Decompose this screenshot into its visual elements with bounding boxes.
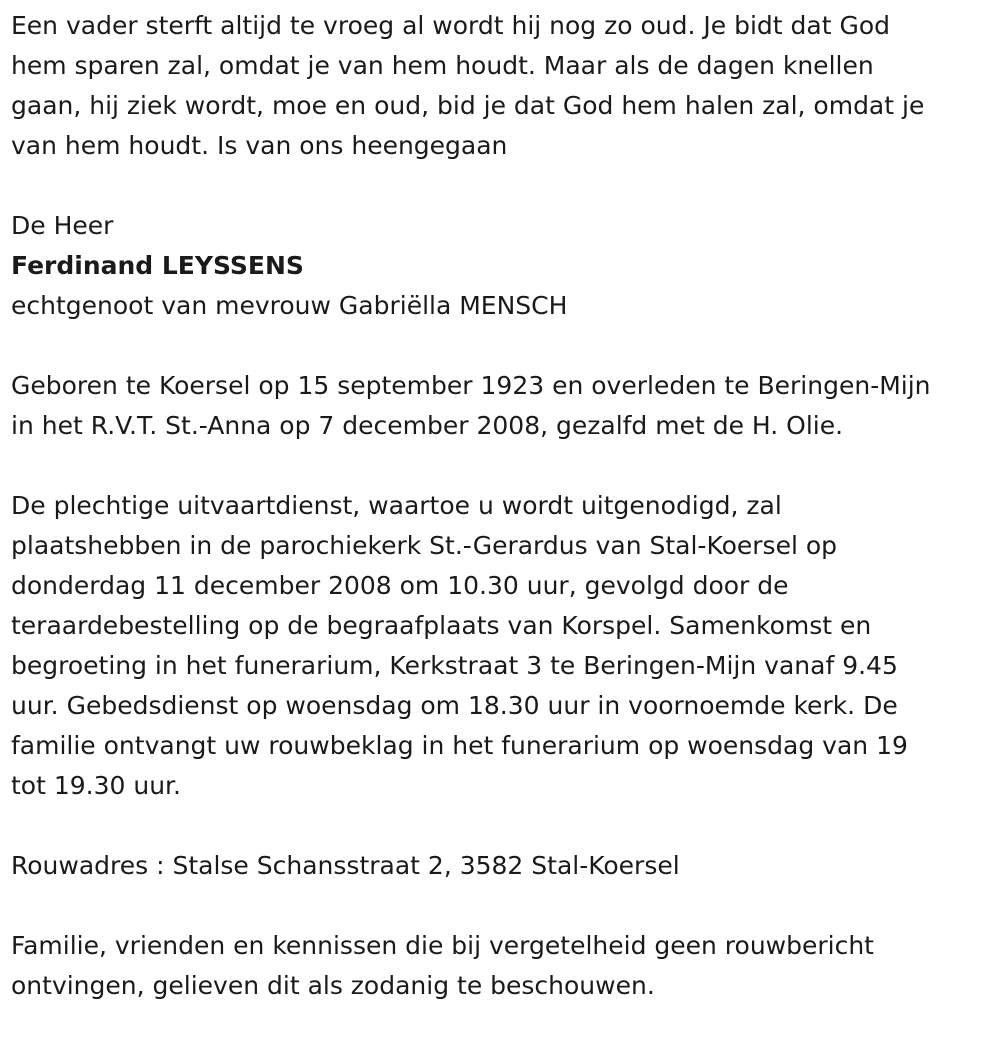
service-paragraph bbox=[11, 486, 991, 806]
poem-line: Een vader sterft altijd te vroeg al wordt hij nog zo oud. Je bidt dat God bbox=[11, 11, 891, 40]
spacer bbox=[11, 326, 991, 366]
service-line: donderdag 11 december 2008 om 10.30 uur, gevolgd door de bbox=[11, 571, 789, 600]
birth-death-line: Geboren te Koersel op 15 september 1923 en overleden te Beringen-Mijn bbox=[11, 371, 931, 400]
obituary-document bbox=[11, 6, 991, 1006]
poem-line: gaan, hij ziek wordt, moe en oud, bid je dat God hem halen zal, omdat je bbox=[11, 91, 925, 120]
honorific-title: De Heer bbox=[11, 211, 114, 240]
service-line: familie ontvangt uw rouwbeklag in het funerarium op woensdag van 19 bbox=[11, 731, 908, 760]
service-line: teraardebestelling op de begraafplaats van Korspel. Samenkomst en bbox=[11, 611, 872, 640]
service-line: tot 19.30 uur. bbox=[11, 771, 181, 800]
service-line: De plechtige uitvaartdienst, waartoe u wordt uitgenodigd, zal bbox=[11, 491, 782, 520]
closing-line: ontvingen, gelieven dit als zodanig te beschouwen. bbox=[11, 971, 655, 1000]
spouse-line: echtgenoot van mevrouw Gabriëlla MENSCH bbox=[11, 291, 568, 320]
service-line: begroeting in het funerarium, Kerkstraat 3 te Beringen-Mijn vanaf 9.45 bbox=[11, 651, 898, 680]
deceased-name: Ferdinand LEYSSENS bbox=[11, 251, 304, 280]
poem-paragraph bbox=[11, 6, 991, 166]
closing-paragraph bbox=[11, 926, 991, 1006]
spacer bbox=[11, 166, 991, 206]
closing-line: Familie, vrienden en kennissen die bij vergetelheid geen rouwbericht bbox=[11, 931, 874, 960]
spacer bbox=[11, 886, 991, 926]
spacer bbox=[11, 446, 991, 486]
spacer bbox=[11, 806, 991, 846]
birth-death-paragraph bbox=[11, 366, 991, 446]
birth-death-line: in het R.V.T. St.-Anna op 7 december 2008, gezalfd met de H. Olie. bbox=[11, 411, 844, 440]
service-line: uur. Gebedsdienst op woensdag om 18.30 uur in voornoemde kerk. De bbox=[11, 691, 898, 720]
service-line: plaatshebben in de parochiekerk St.-Gerardus van Stal-Koersel op bbox=[11, 531, 838, 560]
mourning-address: Rouwadres : Stalse Schansstraat 2, 3582 Stal-Koersel bbox=[11, 851, 680, 880]
poem-line: van hem houdt. Is van ons heengegaan bbox=[11, 131, 508, 160]
poem-line: hem sparen zal, omdat je van hem houdt. Maar als de dagen knellen bbox=[11, 51, 874, 80]
